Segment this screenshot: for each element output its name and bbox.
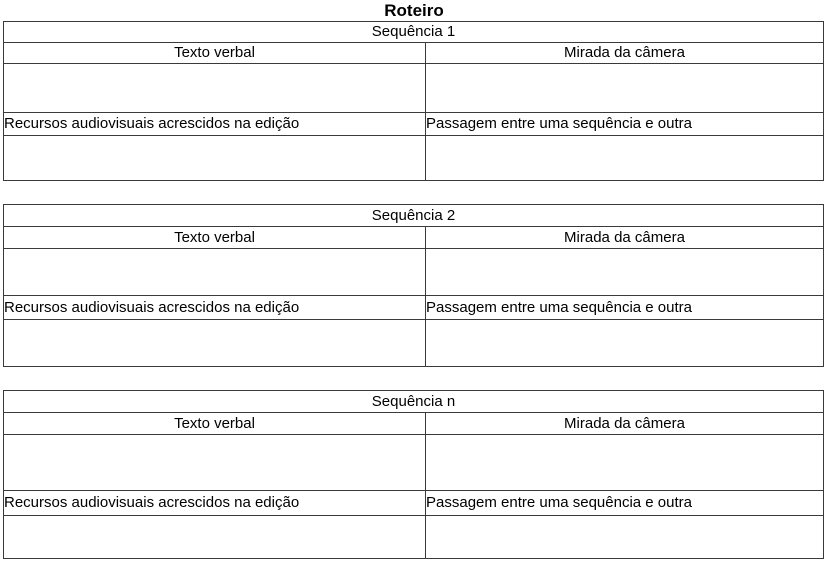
header-passagem-sequencia: Passagem entre uma sequência e outra: [426, 491, 824, 516]
cell-recursos-audiovisuais: [4, 516, 426, 559]
header-recursos-audiovisuais: Recursos audiovisuais acrescidos na edição: [4, 491, 426, 516]
sequence-table-1: [3, 21, 824, 181]
header-mirada-camera: Mirada da câmera: [426, 43, 824, 64]
cell-passagem-sequencia: [426, 136, 824, 181]
header-mirada-camera: Mirada da câmera: [426, 227, 824, 249]
header-passagem-sequencia: Passagem entre uma sequência e outra: [426, 113, 824, 136]
cell-texto-verbal: [4, 435, 426, 491]
header-recursos-audiovisuais: Recursos audiovisuais acrescidos na edição: [4, 113, 426, 136]
header-texto-verbal: Texto verbal: [4, 43, 426, 64]
header-mirada-camera: Mirada da câmera: [426, 413, 824, 435]
cell-mirada-camera: [426, 64, 824, 113]
sequence-table-2: [3, 204, 824, 367]
cell-texto-verbal: [4, 64, 426, 113]
cell-passagem-sequencia: [426, 516, 824, 559]
header-passagem-sequencia: Passagem entre uma sequência e outra: [426, 296, 824, 320]
header-recursos-audiovisuais: Recursos audiovisuais acrescidos na edição: [4, 296, 426, 320]
cell-texto-verbal: [4, 249, 426, 296]
cell-mirada-camera: [426, 435, 824, 491]
sequence-table-n: [3, 390, 824, 559]
sequence-title: Sequência 1: [4, 22, 824, 43]
document-title: Roteiro: [384, 1, 444, 20]
cell-recursos-audiovisuais: [4, 136, 426, 181]
cell-mirada-camera: [426, 249, 824, 296]
header-texto-verbal: Texto verbal: [4, 227, 426, 249]
cell-passagem-sequencia: [426, 320, 824, 367]
sequence-title: Sequência n: [4, 391, 824, 413]
header-texto-verbal: Texto verbal: [4, 413, 426, 435]
sequence-title: Sequência 2: [4, 205, 824, 227]
cell-recursos-audiovisuais: [4, 320, 426, 367]
